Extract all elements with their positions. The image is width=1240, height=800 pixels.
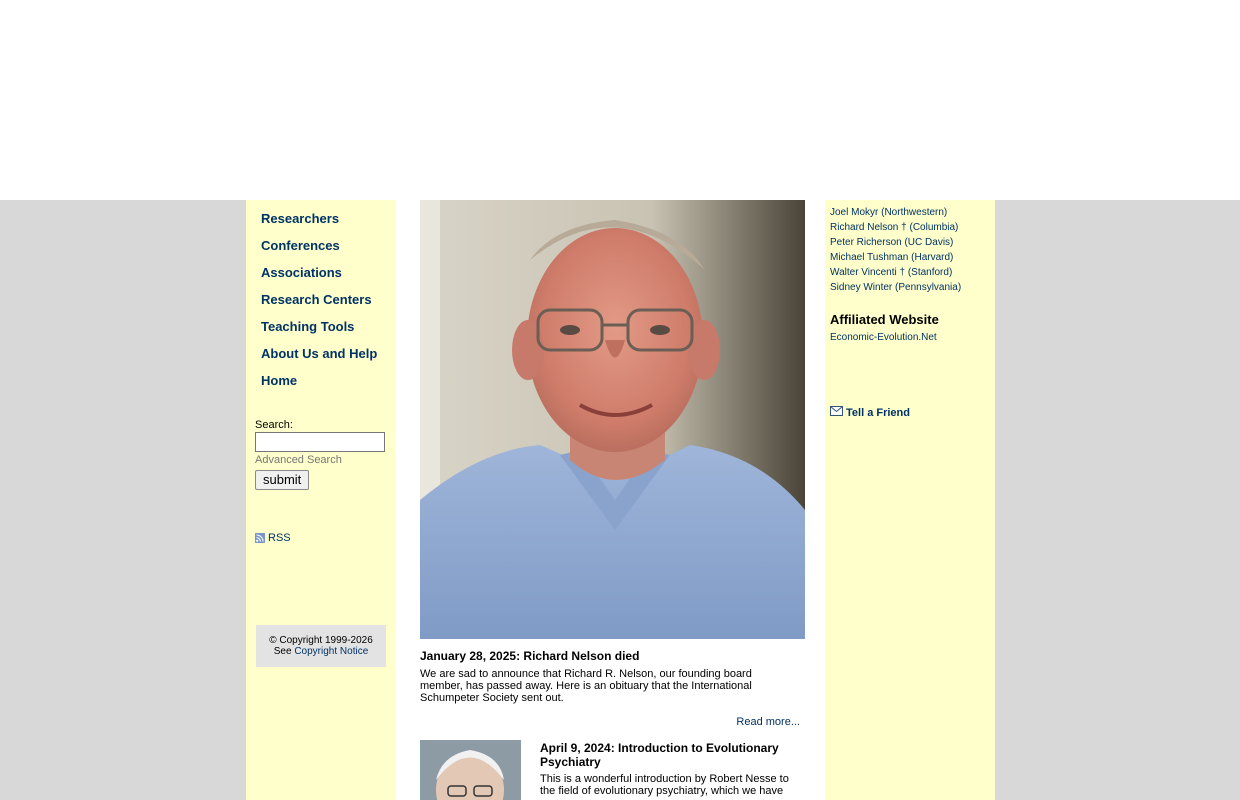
news-headline: January 28, 2025: Richard Nelson died bbox=[420, 649, 640, 663]
affiliated-website-heading: Affiliated Website bbox=[830, 312, 939, 327]
richard-nelson-photo bbox=[420, 200, 805, 639]
board-member[interactable]: Joel Mokyr (Northwestern) bbox=[830, 207, 948, 218]
search-label: Search: bbox=[255, 419, 293, 431]
nav-teaching-tools[interactable]: Teaching Tools bbox=[261, 319, 355, 334]
copyright-see: See bbox=[273, 646, 292, 657]
article-title[interactable]: April 9, 2024: Introduction to Evolutionary Psychiatry bbox=[540, 741, 779, 769]
rss-feed-icon bbox=[255, 533, 265, 543]
board-member[interactable]: Peter Richerson (UC Davis) bbox=[830, 237, 954, 248]
board-member[interactable]: Michael Tushman (Harvard) bbox=[830, 252, 954, 263]
envelope-icon bbox=[830, 406, 843, 419]
search-submit-button[interactable]: submit bbox=[255, 470, 309, 490]
copyright-text: © Copyright 1999-2026 bbox=[269, 635, 373, 646]
rss-label: RSS bbox=[268, 532, 291, 544]
news-body: We are sad to announce that Richard R. Nelson, our founding board member, has passed away. Here is an obituary that the International Schumpeter Society sent out. bbox=[420, 668, 752, 704]
nav-research-centers[interactable]: Research Centers bbox=[261, 292, 372, 307]
board-member[interactable]: Walter Vincenti † (Stanford) bbox=[830, 267, 953, 278]
tell-a-friend-link[interactable] bbox=[830, 406, 910, 419]
tell-a-friend-label: Tell a Friend bbox=[846, 406, 910, 419]
search-input[interactable] bbox=[255, 432, 385, 452]
copyright-notice-line bbox=[256, 646, 386, 657]
board-member[interactable]: Richard Nelson † (Columbia) bbox=[830, 222, 959, 233]
robert-nesse-thumbnail bbox=[420, 740, 521, 800]
nav-researchers[interactable]: Researchers bbox=[261, 211, 340, 226]
nav-conferences[interactable]: Conferences bbox=[261, 238, 340, 253]
copyright-box bbox=[256, 625, 386, 667]
copyright-notice-link[interactable]: Copyright Notice bbox=[294, 646, 369, 657]
nav-home[interactable]: Home bbox=[261, 373, 298, 388]
main-navigation bbox=[261, 210, 377, 399]
affiliated-website-link[interactable]: Economic-Evolution.Net bbox=[830, 332, 937, 343]
read-more-link[interactable]: Read more... bbox=[736, 716, 800, 728]
rss-link[interactable] bbox=[255, 532, 291, 544]
nav-about-us[interactable]: About Us and Help bbox=[261, 346, 378, 361]
board-members-list bbox=[830, 190, 961, 295]
search-form bbox=[255, 419, 390, 490]
article-body: This is a wonderful introduction by Robert Nesse to the field of evolutionary psychiatry, which we have bbox=[540, 773, 789, 797]
nav-associations[interactable]: Associations bbox=[261, 265, 342, 280]
advanced-search-link[interactable]: Advanced Search bbox=[255, 454, 342, 466]
board-member[interactable]: Sidney Winter (Pennsylvania) bbox=[830, 282, 962, 293]
blank-header-area bbox=[0, 0, 1240, 200]
